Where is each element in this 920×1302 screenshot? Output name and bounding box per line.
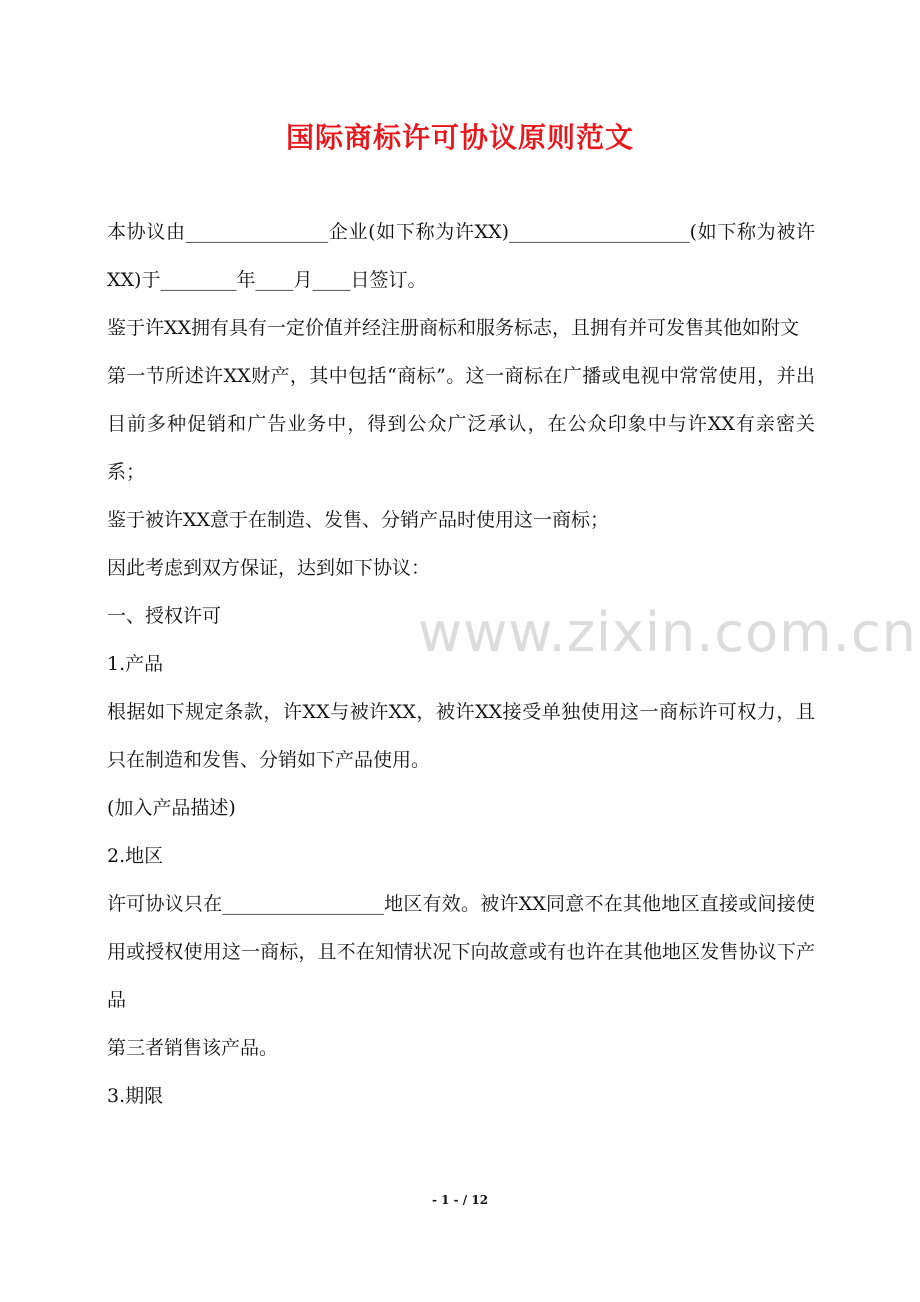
- document-title: 国际商标许可协议原则范文: [285, 121, 634, 154]
- paragraph-territory: 许可协议只在_________________地区有效。被许XX同意不在其他地区直接或间接使用或授权使用这一商标，且不在知情状况下向故意或有也许在其他地区发售协议下产品: [107, 893, 815, 1011]
- paragraph-third-party: 第三者销售该产品。: [107, 1037, 279, 1059]
- watermark-text: www.zixin.com.cn: [418, 601, 917, 664]
- document-body: [107, 208, 815, 1120]
- paragraph-trademark-description: 第一节所述许XX财产，其中包括“商标”。这一商标在广播或电视中常常使用，并出目前多种促销和广告业务中，得到公众广泛承认，在公众印象中与许XX有亲密关系；: [107, 365, 815, 483]
- paragraph-whereas-licensor: 鉴于许XX拥有具有一定价值并经注册商标和服务标志，且拥有并可发售其他如附文: [107, 317, 800, 339]
- page-number: - 1 - / 12: [431, 1193, 489, 1207]
- paragraph-agreement-intro: 因此考虑到双方保证，达到如下协议：: [107, 557, 431, 579]
- subsection-heading-term: 3.期限: [107, 1085, 164, 1107]
- section-heading-grant: 一、授权许可: [107, 605, 222, 627]
- paragraph-product-grant: 根据如下规定条款，许XX与被许XX，被许XX接受单独使用这一商标许可权力，且只在制造和发售、分销如下产品使用。: [107, 701, 815, 771]
- paragraph-product-placeholder: (加入产品描述): [107, 797, 236, 819]
- subsection-heading-products: 1.产品: [107, 653, 164, 675]
- paragraph-whereas-licensee: 鉴于被许XX意于在制造、发售、分销产品时使用这一商标；: [107, 509, 610, 531]
- paragraph-parties: 本协议由_______________企业(如下称为许XX)___________________(如下称为被许XX)于________年____月____日签订。: [107, 221, 815, 291]
- subsection-heading-territory: 2.地区: [107, 845, 164, 867]
